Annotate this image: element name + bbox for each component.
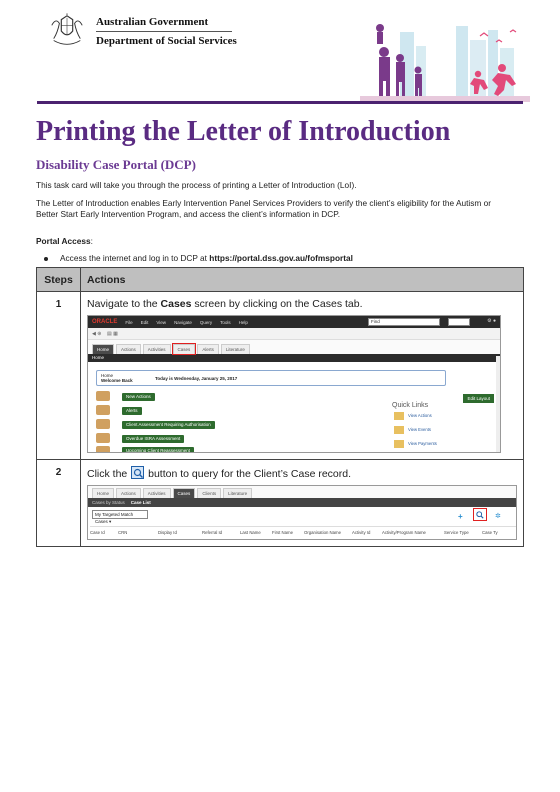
tab-activities[interactable]: Activities — [143, 344, 171, 354]
steps-column-header: Steps — [37, 268, 81, 292]
step-action — [81, 460, 524, 547]
tab-home[interactable]: Home — [92, 344, 114, 354]
column-header[interactable]: Activity/Program Name — [382, 530, 426, 535]
tab-home[interactable]: Home — [92, 488, 114, 498]
welcome-title: Home — [101, 373, 114, 378]
tab-cases[interactable]: Cases — [173, 488, 196, 498]
tab-activities[interactable]: Activities — [143, 488, 171, 498]
toolbar-icons[interactable]: ◀ ⊕ ▤ ▦ — [92, 331, 118, 337]
dcp-home-screenshot — [87, 315, 501, 453]
column-header[interactable]: Organisation Name — [304, 530, 342, 535]
case-query-select[interactable]: My Targeted Match Cases ▾ — [92, 510, 148, 519]
page-title: Printing the Letter of Introduction — [36, 116, 451, 147]
upcoming-reassessment-button[interactable]: Upcoming Client Reassessment — [122, 447, 194, 453]
portal-access-label: Portal Access — [36, 236, 91, 246]
tab-literature[interactable]: Literature — [223, 488, 252, 498]
tab-actions[interactable]: Actions — [116, 488, 141, 498]
menu-item[interactable]: Edit — [140, 319, 149, 325]
tab-cases[interactable]: Cases — [173, 344, 196, 354]
find-input[interactable] — [448, 318, 470, 326]
portal-access-heading — [36, 236, 93, 246]
menu-item[interactable]: Query — [199, 319, 213, 325]
bullet-text: Access the internet and log in to DCP at — [60, 253, 210, 263]
overdue-assessment-button[interactable]: Overdue ISRA Assessment — [122, 435, 184, 443]
bullet-icon — [44, 257, 48, 261]
department-name: Department of Social Services — [96, 35, 237, 47]
government-name: Australian Government — [96, 16, 209, 28]
welcome-text: Welcome Back — [101, 378, 133, 383]
brand-logo: ORACLE — [92, 319, 118, 325]
sub-tab-status[interactable]: Cases by Status — [92, 500, 125, 505]
menu-item[interactable]: Navigate — [174, 319, 192, 325]
quick-link[interactable] — [394, 412, 432, 420]
search-icon — [476, 511, 484, 519]
quick-link-label: View Payments — [408, 441, 437, 447]
screen-tabs — [88, 486, 516, 498]
divider — [96, 31, 232, 32]
column-header[interactable]: Case Ty — [482, 530, 498, 535]
intro-paragraph: The Letter of Introduction enables Early Intervention Panel Services Providers to verify the client’s eligibility for the Autism or Better Start Early Intervention Program, and access the client’s information in DCP. — [36, 198, 492, 219]
menu-item[interactable]: File — [125, 319, 133, 325]
coat-of-arms-logo — [48, 12, 86, 50]
instruction-text: Navigate to the — [87, 298, 161, 310]
step-instruction — [87, 466, 517, 480]
table-row — [37, 292, 524, 460]
today-date: Today is Wednesday, January 25, 2017 — [155, 376, 238, 381]
table-row — [37, 460, 524, 547]
family-banner-graphic — [360, 18, 530, 102]
folder-icon — [96, 433, 110, 443]
bullet-item — [44, 253, 353, 263]
step-number: 1 — [37, 292, 81, 460]
toolbar — [88, 328, 500, 340]
menu-item[interactable]: View — [156, 319, 167, 325]
column-header[interactable]: Service Type — [444, 530, 469, 535]
column-header[interactable]: CRN — [118, 530, 128, 535]
column-header[interactable]: Activity Id — [352, 530, 371, 535]
column-header[interactable]: First Name — [272, 530, 294, 535]
menu-item[interactable]: Tools — [220, 319, 231, 325]
column-header[interactable]: Last Name — [240, 530, 261, 535]
screen-tabs — [88, 340, 500, 354]
quick-links-heading: Quick Links — [392, 402, 429, 409]
tab-literature[interactable]: Literature — [221, 344, 250, 354]
alerts-button[interactable]: Alerts — [122, 407, 142, 415]
section-subtitle: Disability Case Portal (DCP) — [36, 157, 196, 172]
page-header — [0, 0, 560, 108]
instruction-text: Click the — [87, 468, 131, 480]
edit-layout-button[interactable]: Edit Layout — [463, 394, 494, 403]
tab-clients[interactable]: Clients — [197, 488, 221, 498]
quick-link-label: View Actions — [408, 413, 432, 419]
actions-column-header: Actions — [81, 268, 524, 292]
instruction-bold: Cases — [160, 298, 192, 310]
folder-icon — [96, 391, 110, 401]
gear-icon[interactable]: ✲ — [495, 513, 501, 520]
quick-link-label: View Events — [408, 427, 431, 433]
note-icon — [394, 426, 404, 434]
sub-tabs — [88, 498, 516, 507]
case-list-screenshot — [87, 485, 517, 540]
case-list-header — [90, 526, 516, 535]
home-bar: Home — [88, 354, 500, 362]
menu-item[interactable]: Help — [238, 319, 248, 325]
query-button[interactable] — [473, 508, 487, 521]
intro-paragraph: This task card will take you through the process of printing a Letter of Introduction (LoI). — [36, 180, 357, 190]
case-query-value: My Targeted Match Cases — [95, 512, 134, 524]
quick-link[interactable] — [394, 440, 437, 448]
note-icon — [394, 412, 404, 420]
add-icon[interactable]: + — [458, 512, 463, 521]
column-header[interactable]: Referral Id — [202, 530, 223, 535]
find-select[interactable]: Find — [368, 318, 440, 326]
tab-alerts[interactable]: Alerts — [197, 344, 219, 354]
folder-icon — [96, 419, 110, 429]
folder-icon — [96, 405, 110, 415]
step-instruction — [87, 298, 517, 310]
instruction-text: button to query for the Client’s Case record. — [145, 468, 352, 480]
portal-access-colon: : — [90, 236, 93, 246]
note-icon — [394, 440, 404, 448]
tab-actions[interactable]: Actions — [116, 344, 141, 354]
step-number: 2 — [37, 460, 81, 547]
scrollbar[interactable] — [496, 356, 500, 452]
new-actions-button[interactable]: New Actions — [122, 393, 155, 401]
quick-link[interactable] — [394, 426, 431, 434]
step-action — [81, 292, 524, 460]
column-header[interactable]: Case Id — [90, 530, 105, 535]
instruction-text: screen by clicking on the Cases tab. — [191, 298, 363, 310]
folder-icon — [96, 446, 110, 453]
welcome-panel — [96, 370, 446, 386]
column-header[interactable]: Display Id — [158, 530, 177, 535]
table-header-row — [37, 268, 524, 292]
client-assessment-button[interactable]: Client Assessment Requiring Authorisation — [122, 421, 215, 429]
sub-tab-case-list[interactable]: Case List — [130, 500, 151, 505]
header-rule — [37, 101, 523, 104]
portal-url[interactable]: https://portal.dss.gov.au/fofmsportal — [209, 253, 353, 263]
query-search-icon — [131, 466, 144, 479]
user-icon[interactable]: ⚙ ● — [487, 318, 496, 324]
steps-table — [36, 267, 524, 547]
